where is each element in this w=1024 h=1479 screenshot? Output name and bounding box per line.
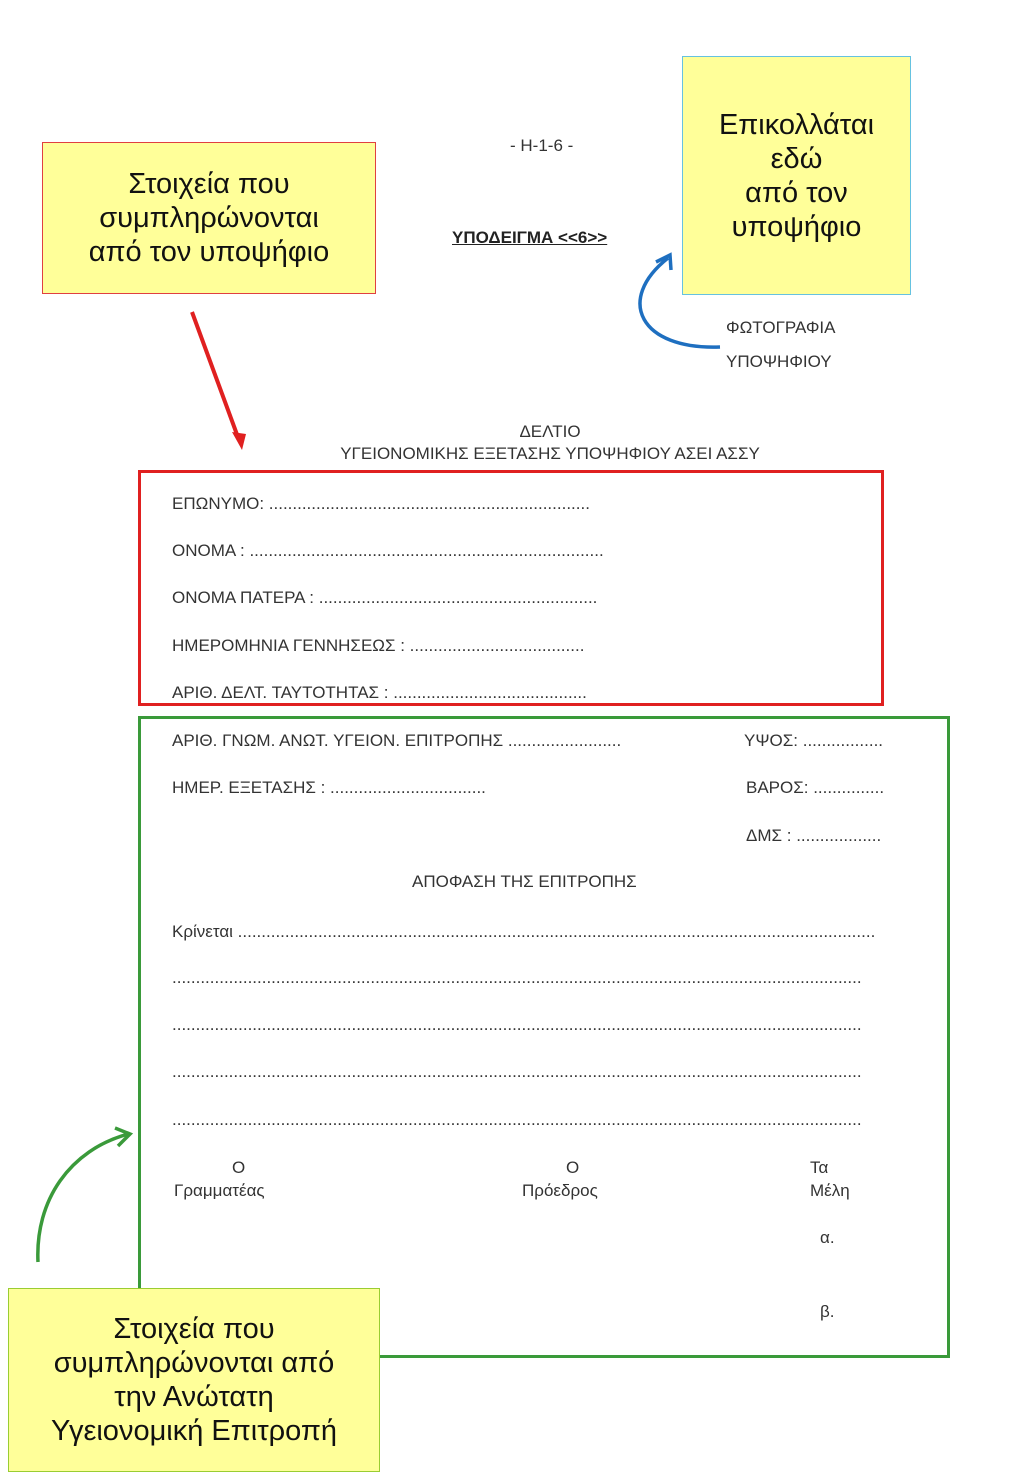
dotted-line-2: .................................................................................................................................................. (172, 1015, 862, 1034)
father-name-field: ΟΝΟΜΑ ΠΑΤΕΡΑ : ........................................................... (172, 588, 598, 607)
members-label-2: Μέλη (810, 1181, 850, 1200)
exam-date-field: ΗΜΕΡ. ΕΞΕΤΑΣΗΣ : ................................. (172, 778, 486, 797)
dotted-line-1: .................................................................................................................................................. (172, 968, 862, 987)
birth-date-field: ΗΜΕΡΟΜΗΝΙΑ ΓΕΝΝΗΣΕΩΣ : ..................................... (172, 636, 585, 655)
dotted-line-3: .................................................................................................................................................. (172, 1062, 862, 1081)
photo-paste-text: Επικολλάται εδώ από τον υποψήφιο (718, 108, 875, 243)
candidate-fields-text: Στοιχεία που συμπληρώνονται από τον υποψήφιο (88, 168, 330, 268)
committee-fields-callout (8, 1288, 380, 1472)
photo-paste-callout (682, 56, 911, 295)
opinion-number-field: ΑΡΙΘ. ΓΝΩΜ. ΑΝΩΤ. ΥΓΕΙΟΝ. ΕΠΙΤΡΟΠΗΣ ........................ (172, 731, 622, 750)
page-number: - Η-1-6 - (510, 136, 574, 155)
weight-field: ΒΑΡΟΣ: ............... (746, 778, 885, 797)
bmi-field: ΔΜΣ : .................. (746, 826, 882, 845)
form-title-line2: ΥΓΕΙΟΝΟΜΙΚΗΣ ΕΞΕΤΑΣΗΣ ΥΠΟΨΗΦΙΟΥ ΑΣΕΙ ΑΣΣΥ (340, 444, 760, 463)
name-field: ΟΝΟΜΑ : ........................................................................... (172, 541, 604, 560)
committee-section-box (138, 716, 950, 1358)
id-number-field: ΑΡΙΘ. ΔΕΛΤ. ΤΑΥΤΟΤΗΤΑΣ : ......................................... (172, 683, 587, 702)
member-a: α. (820, 1228, 835, 1247)
judged-line: Κρίνεται ....................................................................................................................................... (172, 922, 876, 941)
form-title-line1: ΔΕΛΤΙΟ (519, 422, 581, 441)
dotted-line-4: .................................................................................................................................................. (172, 1110, 862, 1129)
green-arrow-icon (38, 1134, 128, 1262)
blue-arrowhead-icon (656, 255, 671, 270)
secretary-label-1: Ο (232, 1158, 246, 1177)
candidate-fields-callout (42, 142, 376, 294)
member-b: β. (820, 1302, 835, 1321)
photo-label-line2: ΥΠΟΨΗΦΙΟΥ (726, 352, 832, 371)
secretary-label-2: Γραμματέας (174, 1181, 265, 1200)
height-field: ΥΨΟΣ: ................. (744, 731, 884, 750)
template-title: ΥΠΟΔΕΙΓΜΑ <<6>> (452, 228, 608, 247)
members-label-1: Τα (810, 1158, 829, 1177)
decision-title: ΑΠΟΦΑΣΗ ΤΗΣ ΕΠΙΤΡΟΠΗΣ (412, 872, 637, 891)
president-label-1: Ο (566, 1158, 580, 1177)
red-arrow-icon (192, 312, 239, 440)
committee-fields-text: Στοιχεία που συμπληρώνονται από την Ανώτατη Υγειονομική Επιτροπή (50, 1313, 338, 1447)
green-arrowhead-icon (115, 1128, 130, 1146)
president-label-2: Πρόεδρος (522, 1181, 598, 1200)
photo-label-line1: ΦΩΤΟΓΡΑΦΙΑ (726, 318, 836, 337)
surname-field: ΕΠΩΝΥΜΟ: .................................................................... (172, 494, 590, 513)
